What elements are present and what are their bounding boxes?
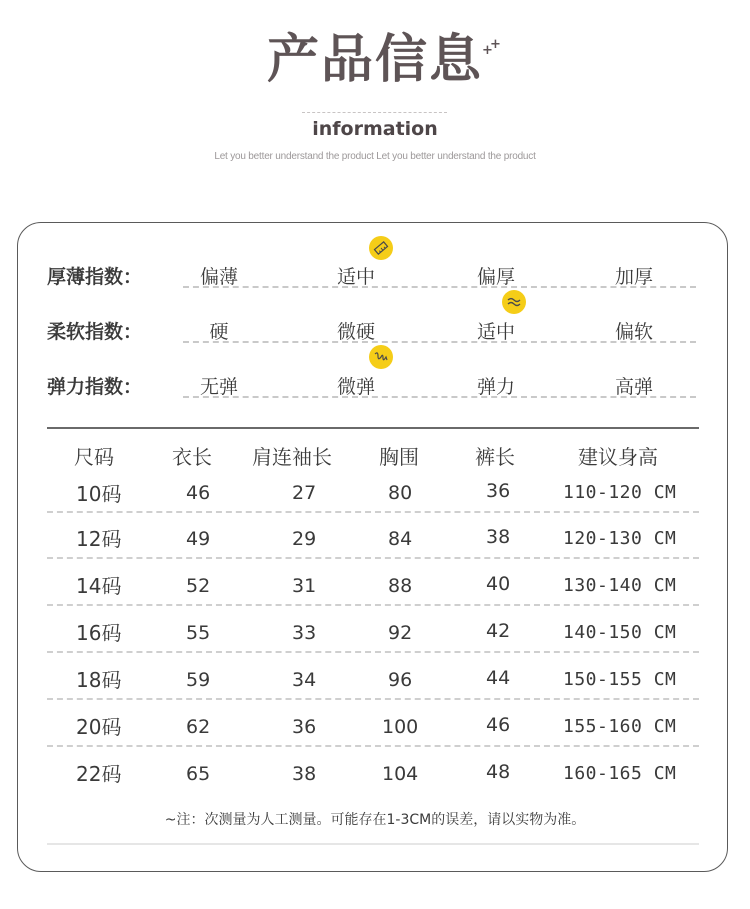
header-divider: [302, 112, 447, 113]
cell-chest: 104: [382, 763, 419, 785]
dashed-divider: [47, 604, 699, 606]
index-label: 柔软指数：: [47, 321, 143, 343]
cell-sleeve: 29: [292, 528, 317, 550]
dashed-divider: [183, 341, 696, 343]
cell-height: 130-140 CM: [563, 575, 677, 596]
cell-length: 52: [186, 575, 211, 597]
dashed-divider: [47, 745, 699, 747]
table-row: [0, 476, 750, 523]
index-option: 偏厚: [476, 266, 515, 288]
table-top-border: [47, 427, 699, 429]
cell-pants: 36: [486, 480, 511, 502]
table-row: [0, 617, 750, 664]
table-header: [0, 441, 750, 471]
cell-pants: 48: [486, 761, 511, 783]
index-label: 厚薄指数：: [47, 266, 143, 288]
cell-length: 65: [186, 763, 211, 785]
cell-sleeve: 33: [292, 622, 317, 644]
cell-sleeve: 27: [292, 482, 317, 504]
column-header-length: 衣长: [172, 445, 212, 469]
index-option: 高弹: [614, 376, 653, 398]
sparkle-icon: + +: [482, 37, 501, 58]
cell-size: 14码: [76, 574, 122, 598]
cell-height: 160-165 CM: [563, 763, 677, 784]
softness-index-row: [0, 311, 750, 351]
cell-pants: 38: [486, 526, 511, 548]
cell-length: 55: [186, 622, 211, 644]
index-option-selected: 适中: [476, 321, 515, 343]
table-row: [0, 523, 750, 570]
table-row: [0, 711, 750, 758]
cell-length: 49: [186, 528, 211, 550]
cell-size: 18码: [76, 668, 122, 692]
cell-pants: 42: [486, 620, 511, 642]
cell-size: 16码: [76, 621, 122, 645]
cell-pants: 44: [486, 667, 511, 689]
index-label: 弹力指数：: [47, 376, 143, 398]
cell-length: 59: [186, 669, 211, 691]
dashed-divider: [47, 511, 699, 513]
cell-chest: 96: [388, 669, 413, 691]
index-option: 加厚: [614, 266, 653, 288]
table-row: [0, 570, 750, 617]
spring-icon: [369, 345, 393, 369]
cell-height: 110-120 CM: [563, 482, 677, 503]
cell-pants: 46: [486, 714, 511, 736]
cell-size: 12码: [76, 527, 122, 551]
page-title: 产品信息: [266, 30, 483, 90]
ruler-icon: [369, 236, 393, 260]
measurement-note: ~注：次测量为人工测量。可能存在1-3CM的误差，请以实物为准。: [164, 812, 586, 828]
cell-chest: 84: [388, 528, 413, 550]
cell-sleeve: 38: [292, 763, 317, 785]
cell-chest: 80: [388, 482, 413, 504]
index-option: 硬: [209, 321, 229, 343]
column-header-pants: 裤长: [475, 445, 515, 469]
dashed-divider: [183, 396, 696, 398]
section-subtitle: information: [312, 118, 438, 140]
elasticity-index-row: [0, 366, 750, 406]
cell-chest: 92: [388, 622, 413, 644]
column-header-size: 尺码: [74, 445, 114, 469]
index-option: 弹力: [476, 376, 515, 398]
column-header-chest: 胸围: [379, 445, 419, 469]
cell-chest: 88: [388, 575, 413, 597]
cell-sleeve: 31: [292, 575, 317, 597]
index-option-selected: 微弹: [336, 376, 375, 398]
wave-icon: [502, 290, 526, 314]
column-header-height: 建议身高: [578, 445, 658, 469]
table-row: [0, 758, 750, 805]
dashed-divider: [47, 698, 699, 700]
cell-height: 120-130 CM: [563, 528, 677, 549]
cell-sleeve: 34: [292, 669, 317, 691]
thickness-index-row: [0, 256, 750, 296]
cell-chest: 100: [382, 716, 419, 738]
dashed-divider: [183, 286, 696, 288]
index-option: 偏薄: [199, 266, 238, 288]
cell-size: 20码: [76, 715, 122, 739]
cell-height: 155-160 CM: [563, 716, 677, 737]
index-option: 偏软: [614, 321, 653, 343]
table-row: [0, 664, 750, 711]
cell-sleeve: 36: [292, 716, 317, 738]
tagline: Let you better understand the product Let you better understand the product: [214, 151, 536, 162]
column-header-sleeve: 肩连袖长: [252, 445, 332, 469]
dashed-divider: [47, 651, 699, 653]
cell-pants: 40: [486, 573, 511, 595]
index-option-selected: 适中: [336, 266, 375, 288]
cell-height: 150-155 CM: [563, 669, 677, 690]
bottom-divider: [47, 843, 699, 845]
index-option: 无弹: [199, 376, 238, 398]
dashed-divider: [47, 557, 699, 559]
cell-length: 62: [186, 716, 211, 738]
index-option: 微硬: [336, 321, 375, 343]
cell-length: 46: [186, 482, 211, 504]
cell-height: 140-150 CM: [563, 622, 677, 643]
cell-size: 10码: [76, 482, 122, 506]
cell-size: 22码: [76, 762, 122, 786]
